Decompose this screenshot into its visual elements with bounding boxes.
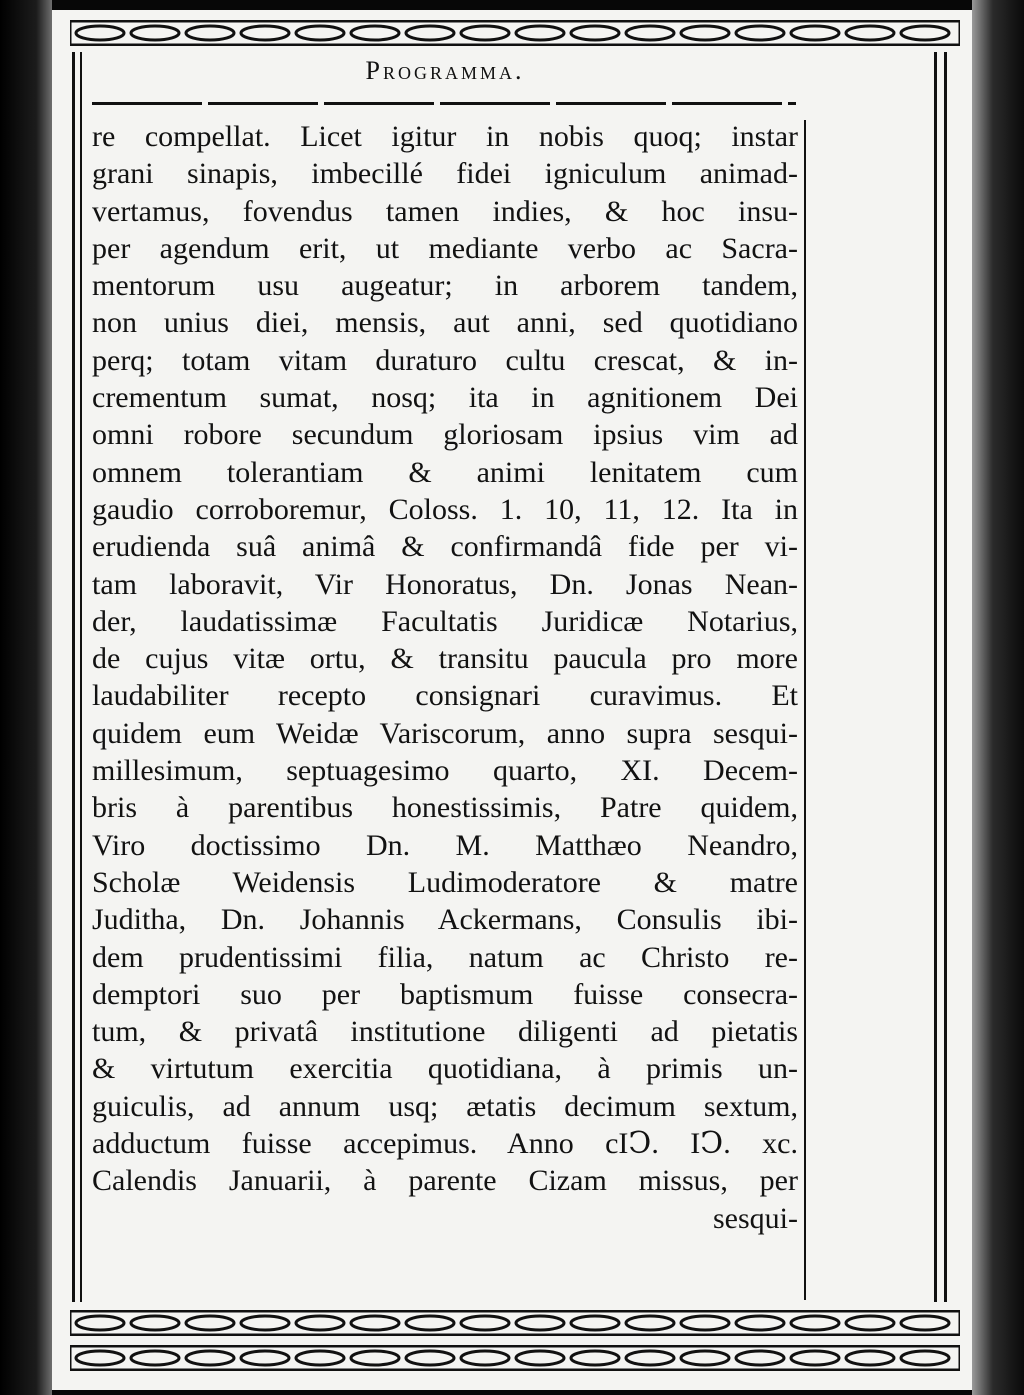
text-line: tum, & privatâ institutione diligenti ad pietatis <box>92 1015 798 1049</box>
text-line: non unius diei, mensis, aut anni, sed quotidiano <box>92 306 798 340</box>
text-line: Calendis Januarii, à parente Cizam missus, per <box>92 1164 798 1198</box>
text-line: laudabiliter recepto consignari curavimus. Et <box>92 679 798 713</box>
text-line: mentorum usu augeatur; in arborem tandem, <box>92 269 798 303</box>
text-line: Scholæ Weidensis Ludimoderatore & matre <box>92 865 798 899</box>
text-line: dem prudentissimi filia, natum ac Christo re- <box>92 940 798 974</box>
text-line: gaudio corroboremur, Coloss. 1. 10, 11, 12. Ita in <box>92 492 798 526</box>
top-ornament-border <box>70 20 960 46</box>
text-line: adductum fuisse accepimus. Anno cIↃ. IↃ. xc. <box>92 1127 798 1161</box>
text-line: der, laudatissimæ Facultatis Juridicæ Notarius, <box>92 604 798 638</box>
left-frame-outer <box>72 52 75 1302</box>
text-line: omnem tolerantiam & animi lenitatem cum <box>92 455 798 489</box>
text-line: Juditha, Dn. Johannis Ackermans, Consulis ibi- <box>92 903 798 937</box>
left-frame-inner <box>80 52 82 1302</box>
text-column-rule <box>804 120 806 1300</box>
text-line: Viro doctissimo Dn. M. Matthæo Neandro, <box>92 828 798 862</box>
text-line: demptori suo per baptismum fuisse consecra- <box>92 977 798 1011</box>
text-line: millesimum, septuagesimo quarto, XI. Decem- <box>92 754 798 788</box>
text-line: guiculis, ad annum usq; ætatis decimum sextum, <box>92 1089 798 1123</box>
scan-left-margin <box>0 0 52 1395</box>
right-frame-outer <box>944 52 947 1302</box>
header-rule <box>92 102 796 105</box>
bottom-ornament-border-upper <box>70 1310 960 1336</box>
bottom-ornament-border-lower <box>70 1345 960 1371</box>
text-line: omni robore secundum gloriosam ipsius vim ad <box>92 418 798 452</box>
text-line: & virtutum exercitia quotidiana, à primis un- <box>92 1052 798 1086</box>
text-line: per agendum erit, ut mediante verbo ac Sacra- <box>92 231 798 265</box>
right-frame-inner <box>934 52 937 1302</box>
text-line: perq; totam vitam duraturo cultu crescat, & in- <box>92 343 798 377</box>
body-text <box>92 118 798 1237</box>
text-line: re compellat. Licet igitur in nobis quoq; instar <box>92 120 798 153</box>
scan-right-margin <box>972 0 1024 1395</box>
text-line: vertamus, fovendus tamen indies, & hoc insu- <box>92 194 798 228</box>
text-line: quidem eum Weidæ Variscorum, anno supra sesqui- <box>92 716 798 750</box>
text-line: erudienda suâ animâ & confirmandâ fide per vi- <box>92 530 798 564</box>
text-line: tam laboravit, Vir Honoratus, Dn. Jonas Nean- <box>92 567 798 601</box>
catchword: sesqui- <box>713 1201 798 1235</box>
text-line: bris à parentibus honestissimis, Patre quidem, <box>92 791 798 825</box>
text-line: crementum sumat, nosq; ita in agnitionem Dei <box>92 381 798 415</box>
running-header: Programma. <box>365 56 525 85</box>
text-line: de cujus vitæ ortu, & transitu paucula pro more <box>92 642 798 676</box>
text-line: grani sinapis, imbecillé fidei igniculum animad- <box>92 157 798 191</box>
